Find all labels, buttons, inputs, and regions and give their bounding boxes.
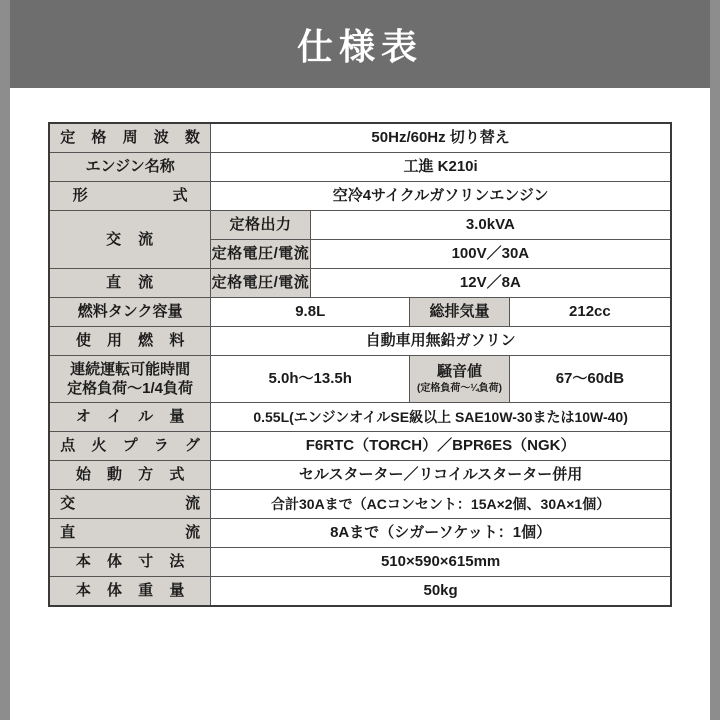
row-value: 5.0h〜13.5h — [211, 356, 410, 403]
table-row — [49, 182, 671, 211]
row-value: F6RTC（TORCH）／BPR6ES（NGK） — [211, 432, 671, 461]
row-value: 8Aまで（シガーソケット：1個） — [211, 519, 671, 548]
row-label-ac: 交 流 — [49, 211, 211, 269]
table-row — [49, 211, 671, 240]
row-sublabel: 定格出力 — [211, 211, 311, 240]
row-label-line1: 連続運転可能時間 — [70, 360, 191, 378]
row-label: 使 用 燃 料 — [49, 327, 211, 356]
table-row — [49, 403, 671, 432]
row-label: エンジン名称 — [49, 153, 211, 182]
row-sublabel: 定格電圧/電流 — [211, 240, 311, 269]
row-label: 定 格 周 波 数 — [49, 123, 211, 153]
table-row — [49, 548, 671, 577]
row-sublabel: 定格電圧/電流 — [211, 269, 311, 298]
table-row — [49, 490, 671, 519]
row-label: 形 式 — [49, 182, 211, 211]
row-value: 50kg — [211, 577, 671, 607]
table-row — [49, 432, 671, 461]
row-value-secondary: 67〜60dB — [509, 356, 671, 403]
table-row — [49, 519, 671, 548]
row-label-secondary: 総排気量 — [410, 298, 510, 327]
table-row — [49, 298, 671, 327]
row-label-line2: 定格負荷〜1/4負荷 — [67, 380, 194, 397]
row-value: 9.8L — [211, 298, 410, 327]
row-label: 始 動 方 式 — [49, 461, 211, 490]
row-value-secondary: 212cc — [509, 298, 671, 327]
row-label-noise-text: 騒音値 — [437, 363, 483, 381]
spec-table-container — [10, 88, 710, 607]
spec-table — [48, 122, 672, 607]
row-label-dc: 直 流 — [49, 269, 211, 298]
table-row — [49, 461, 671, 490]
row-label-noise-note: (定格負荷〜¼負荷) — [417, 382, 502, 394]
row-value: 自動車用無鉛ガソリン — [211, 327, 671, 356]
table-row — [49, 153, 671, 182]
title-band — [10, 0, 710, 88]
row-label: 本 体 重 量 — [49, 577, 211, 607]
row-label-noise — [410, 356, 510, 403]
table-row — [49, 356, 671, 403]
row-label: オ イ ル 量 — [49, 403, 211, 432]
row-value: 工進 K210i — [211, 153, 671, 182]
row-value: セルスターター／リコイルスターター併用 — [211, 461, 671, 490]
table-row — [49, 577, 671, 607]
row-value: 12V／8A — [310, 269, 671, 298]
row-value: 合計30Aまで（ACコンセント：15A×2個、30A×1個） — [211, 490, 671, 519]
table-row — [49, 327, 671, 356]
table-row — [49, 123, 671, 153]
row-label-runtime — [49, 356, 211, 403]
row-label: 点 火 プ ラ グ — [49, 432, 211, 461]
row-label: 交 流 — [49, 490, 211, 519]
row-label: 燃料タンク容量 — [49, 298, 211, 327]
row-label: 直 流 — [49, 519, 211, 548]
row-value: 100V／30A — [310, 240, 671, 269]
row-value: 510×590×615mm — [211, 548, 671, 577]
row-value: 3.0kVA — [310, 211, 671, 240]
table-row — [49, 269, 671, 298]
row-value: 50Hz/60Hz 切り替え — [211, 123, 671, 153]
page-title: 仕様表 — [296, 25, 423, 67]
row-value: 空冷4サイクルガソリンエンジン — [211, 182, 671, 211]
row-label: 本 体 寸 法 — [49, 548, 211, 577]
row-value: 0.55L(エンジンオイルSE級以上 SAE10W-30または10W-40) — [211, 403, 671, 432]
